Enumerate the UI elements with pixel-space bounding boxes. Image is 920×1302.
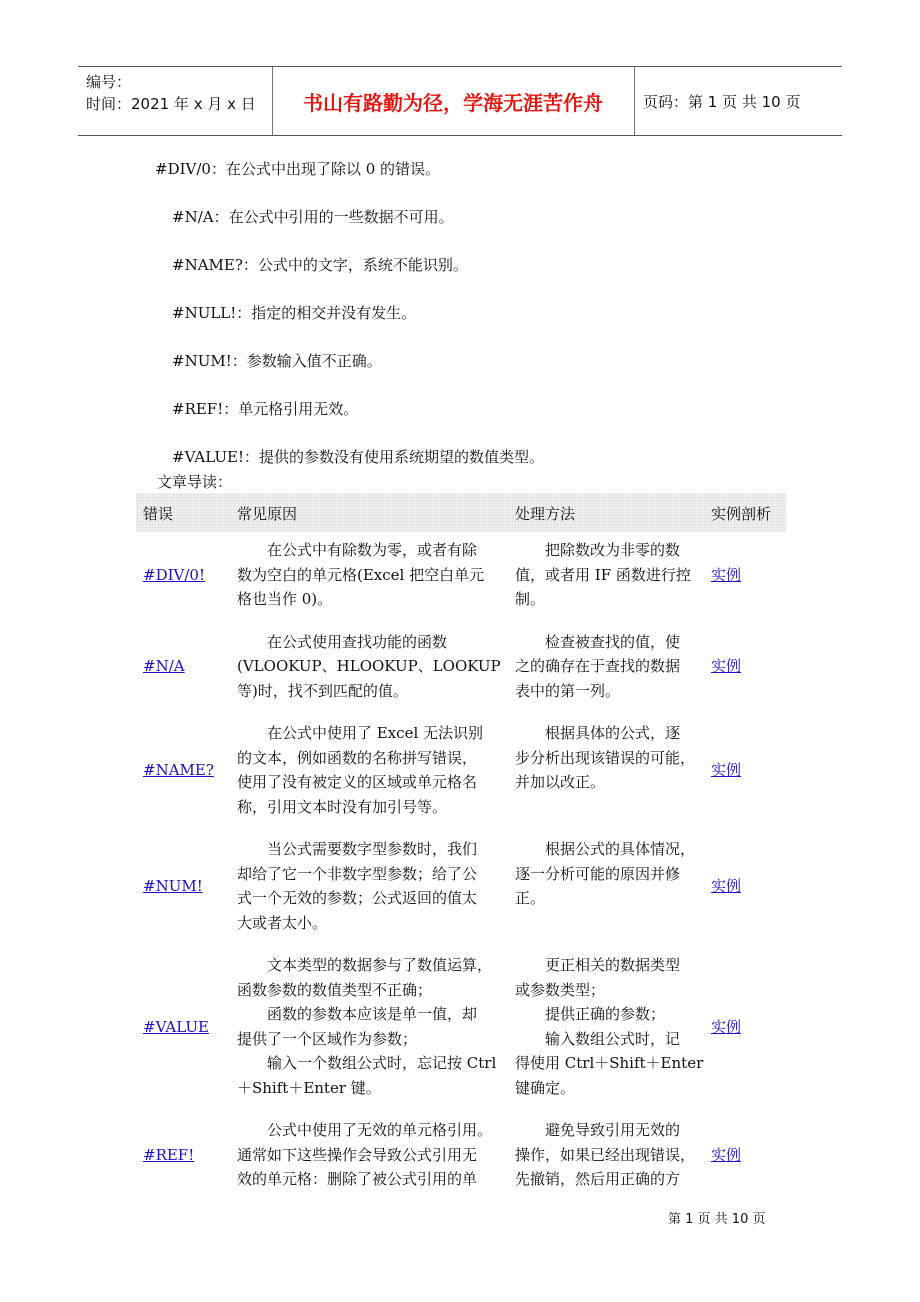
cell-line: 之的确存在于查找的数据 (515, 657, 681, 675)
cell-line: 效的单元格：删除了被公式引用的单 (237, 1170, 478, 1188)
error-link[interactable]: #N/A (143, 657, 185, 676)
intro-line: #NUM!：参数输入值不正确。 (172, 352, 382, 370)
number-label: 编号： (86, 73, 132, 91)
header-divider (634, 67, 635, 135)
cell-line: 检查被查找的值，使 (545, 632, 681, 651)
cell-line: 等)时，找不到匹配的值。 (237, 681, 408, 700)
error-link[interactable]: #NUM! (143, 877, 203, 895)
cell-line: 步分析出现该错误的可能， (515, 748, 696, 767)
cell-line: 文本类型的数据参与了数值运算， (267, 956, 493, 974)
cause-cell (237, 538, 505, 612)
cause-cell (237, 1118, 505, 1192)
cell-line: 得使用 Ctrl＋Shift＋Enter (515, 1054, 704, 1072)
cause-cell (237, 630, 505, 704)
fix-cell (515, 837, 701, 911)
example-link[interactable]: 实例 (711, 1145, 742, 1164)
intro-line: #NAME?：公式中的文字，系统不能识别。 (172, 256, 468, 274)
cell-line: 数为空白的单元格(Excel 把空白单元 (237, 565, 485, 584)
intro-line: #DIV/0：在公式中出现了除以 0 的错误。 (155, 160, 441, 178)
fix-cell (515, 630, 701, 704)
cause-cell (237, 953, 505, 1100)
table-row (136, 1112, 786, 1204)
cell-line: 更正相关的数据类型 (545, 956, 681, 974)
table-row (136, 624, 786, 716)
header-error: 错误 (143, 505, 174, 523)
header-meta (86, 71, 256, 115)
cell-line: 在公式中有除数为零，或者有除 (267, 541, 478, 559)
fix-cell (515, 538, 701, 612)
fix-cell (515, 721, 701, 795)
table-row (136, 831, 786, 947)
cell-line: 的文本，例如函数的名称拼写错误， (237, 748, 478, 767)
example-link[interactable]: 实例 (711, 657, 742, 676)
header-fix: 处理方法 (515, 505, 576, 523)
header-cause: 常见原因 (237, 505, 298, 523)
error-link[interactable]: #NAME? (143, 761, 214, 779)
fix-cell (515, 953, 704, 1100)
cause-cell (237, 837, 505, 935)
table-header (136, 493, 786, 532)
cell-line: 正。 (515, 889, 546, 907)
cell-line: 键确定。 (515, 1078, 576, 1097)
cell-line: 并加以改正。 (515, 773, 606, 791)
page-header (78, 66, 842, 136)
table-row (136, 947, 786, 1112)
cause-cell (237, 721, 505, 819)
example-link[interactable]: 实例 (711, 565, 742, 584)
cell-line: 提供了一个区域作为参数； (237, 1029, 418, 1048)
error-table (136, 493, 786, 1188)
header-page-info: 页码：第 1 页 共 10 页 (643, 93, 801, 111)
cell-line: 函数的参数本应该是单一值，却 (267, 1005, 478, 1023)
cell-line: 根据公式的具体情况， (545, 840, 696, 858)
intro-line: #NULL!：指定的相交并没有发生。 (172, 304, 417, 322)
intro-line: #VALUE!：提供的参数没有使用系统期望的数值类型。 (172, 448, 544, 466)
cell-line: 制。 (515, 590, 546, 608)
cell-line: 避免导致引用无效的 (545, 1121, 681, 1139)
cell-line: 使用了没有被定义的区域或单元格名 (237, 773, 478, 791)
cell-line: 根据具体的公式，逐 (545, 724, 681, 742)
cell-line: 大或者太小。 (237, 913, 328, 932)
cell-line: 公式中使用了无效的单元格引用。 (267, 1121, 493, 1139)
cell-line: ＋Shift＋Enter 键。 (237, 1078, 381, 1097)
cell-line: 在公式使用查找功能的函数 (267, 632, 448, 651)
error-link[interactable]: #VALUE (143, 1017, 209, 1036)
cell-line: 当公式需要数字型参数时，我们 (267, 840, 478, 858)
page-footer: 第 1 页 共 10 页 (668, 1212, 766, 1227)
table-row (136, 532, 786, 624)
cell-line: 却给了它一个非数字型参数；给了公 (237, 864, 478, 883)
example-link[interactable]: 实例 (711, 761, 742, 779)
cell-line: 或参数类型； (515, 980, 606, 999)
cell-line: 逐一分析可能的原因并修 (515, 864, 681, 883)
example-link[interactable]: 实例 (711, 1017, 742, 1036)
error-link[interactable]: #DIV/0! (143, 565, 205, 584)
cell-line: 值，或者用 IF 函数进行控 (515, 565, 691, 584)
guide-label: 文章导读： (157, 473, 233, 491)
header-motto: 书山有路勤为径，学海无涯苦作舟 (303, 91, 603, 115)
table-row (136, 715, 786, 831)
fix-cell (515, 1118, 701, 1192)
header-example: 实例剖析 (711, 505, 772, 523)
cell-line: 提供正确的参数； (545, 1005, 666, 1023)
table-body (136, 532, 786, 1204)
cell-line: (VLOOKUP、HLOOKUP、LOOKUP (237, 657, 501, 675)
cell-line: 通常如下这些操作会导致公式引用无 (237, 1145, 478, 1164)
cell-line: 输入一个数组公式时，忘记按 Ctrl (267, 1054, 497, 1072)
cell-line: 先撤销，然后用正确的方 (515, 1170, 681, 1188)
cell-line: 表中的第一列。 (515, 681, 621, 700)
cell-line: 把除数改为非零的数 (545, 541, 681, 559)
cell-line: 称，引用文本时没有加引号等。 (237, 797, 448, 816)
intro-line: #REF!：单元格引用无效。 (172, 400, 359, 418)
cell-line: 式一个无效的参数；公式返回的值太 (237, 889, 478, 907)
intro-line: #N/A：在公式中引用的一些数据不可用。 (172, 208, 454, 226)
cell-line: 格也当作 0)。 (237, 590, 333, 608)
time-label: 时间：2021 年 x 月 x 日 (86, 95, 256, 113)
cell-line: 函数参数的数值类型不正确； (237, 980, 433, 999)
example-link[interactable]: 实例 (711, 877, 742, 895)
cell-line: 在公式中使用了 Excel 无法识别 (267, 724, 484, 742)
error-link[interactable]: #REF! (143, 1145, 195, 1164)
cell-line: 操作，如果已经出现错误， (515, 1145, 696, 1164)
cell-line: 输入数组公式时，记 (545, 1029, 681, 1048)
